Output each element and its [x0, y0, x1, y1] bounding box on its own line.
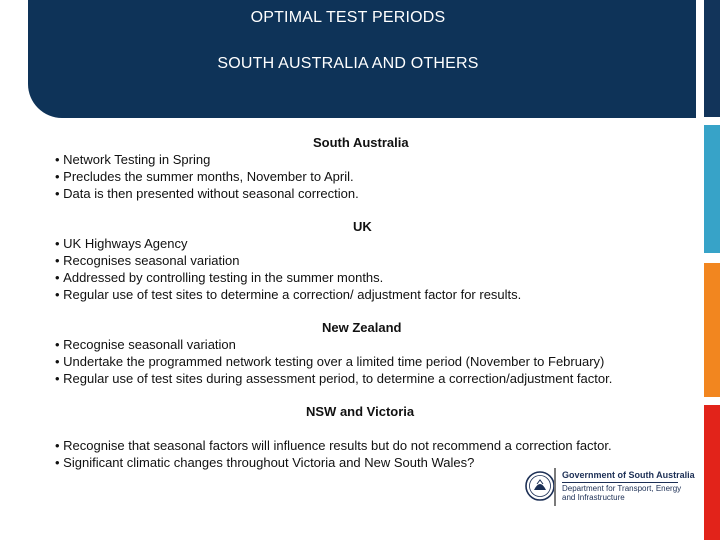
bullet-item: • Undertake the programmed network testing over a limited time period (November to February): [55, 354, 604, 369]
bullet-item: • Network Testing in Spring: [55, 152, 210, 167]
bullet-item: • UK Highways Agency: [55, 236, 187, 251]
bullet-item: • Recognise seasonall variation: [55, 337, 236, 352]
section-title-uk: UK: [353, 219, 372, 234]
bullet-item: • Significant climatic changes throughout Victoria and New South Wales?: [55, 455, 474, 470]
slide-title: OPTIMAL TEST PERIODS: [250, 9, 446, 26]
bullet-item: • Regular use of test sites to determine a correction/ adjustment factor for results.: [55, 287, 521, 302]
accent-bar-navy: [704, 0, 720, 117]
bullet-item: • Recognise that seasonal factors will influence results but do not recommend a correction factor.: [55, 438, 612, 453]
slide-subtitle: SOUTH AUSTRALIA AND OTHERS: [217, 55, 479, 72]
logo-government-text: Government of South Australia: [562, 470, 695, 480]
bullet-item: • Precludes the summer months, November to April.: [55, 169, 354, 184]
logo-divider: [554, 468, 556, 506]
section-title-south-australia: South Australia: [313, 135, 409, 150]
accent-bar-blue: [704, 125, 720, 253]
accent-bar-red: [704, 405, 720, 540]
logo-department-text: Department for Transport, Energy and Infrastructure: [562, 484, 682, 502]
bullet-item: • Recognises seasonal variation: [55, 253, 240, 268]
bullet-item: • Regular use of test sites during assessment period, to determine a correction/adjustment factor.: [55, 371, 612, 386]
bullet-item: • Addressed by controlling testing in the summer months.: [55, 270, 383, 285]
state-crest-icon: [524, 470, 556, 502]
section-title-new-zealand: New Zealand: [322, 320, 402, 335]
government-logo: [524, 468, 695, 508]
logo-rule: [562, 482, 678, 483]
section-title-nsw-victoria: NSW and Victoria: [306, 404, 415, 419]
accent-bar-orange: [704, 263, 720, 397]
bullet-item: • Data is then presented without seasonal correction.: [55, 186, 359, 201]
